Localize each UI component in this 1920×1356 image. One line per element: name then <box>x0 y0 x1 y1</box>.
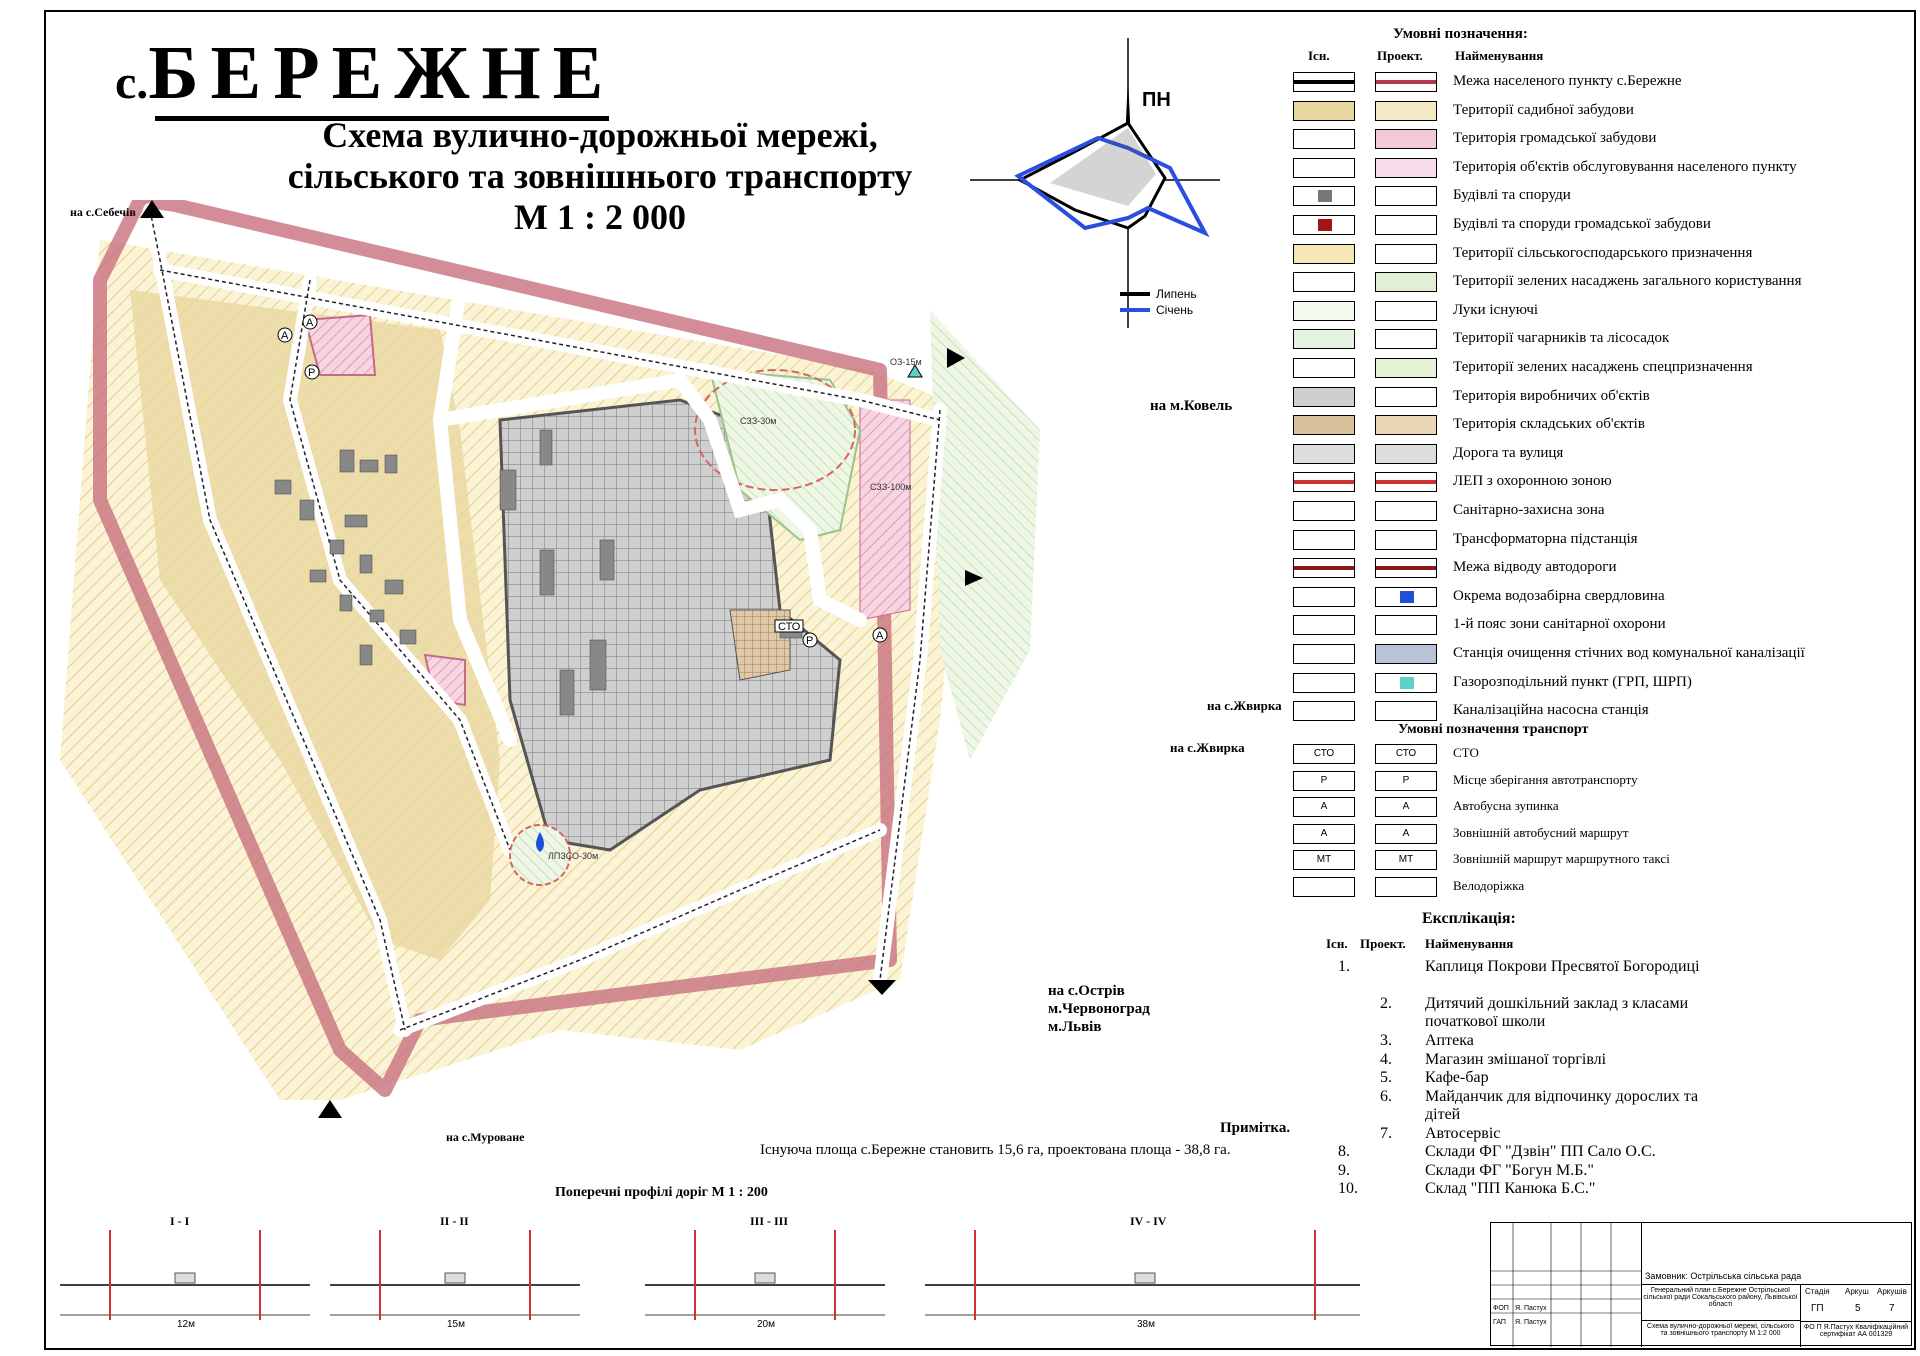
legend-swatch-project <box>1375 501 1437 521</box>
legend-item-label: Територія громадської забудови <box>1453 130 1657 147</box>
legend-swatch-project <box>1375 358 1437 378</box>
transport-legend-swatch <box>1293 824 1355 844</box>
legend-item-label: Межа відводу автодороги <box>1453 559 1617 576</box>
legend-item <box>1293 156 1893 180</box>
legend-swatch-project <box>1375 415 1437 435</box>
legend-item-label: Території зелених насаджень спецпризначення <box>1453 359 1753 375</box>
legend-swatch-existing <box>1293 644 1355 664</box>
legend-header-project: Проект. <box>1377 48 1423 63</box>
legend-swatch-project <box>1375 129 1437 149</box>
legend-item-label: Трансформаторна підстанція <box>1453 530 1638 547</box>
explication-number: 4. <box>1380 1050 1392 1068</box>
transport-legend-item <box>1293 875 1893 899</box>
stamp-name-2: Я. Пастух <box>1515 1319 1547 1326</box>
transport-symbol: МТ <box>1316 854 1332 865</box>
explication-name: Кафе-бар <box>1425 1069 1489 1086</box>
legend-swatch-existing <box>1293 272 1355 292</box>
legend-item-label: Луки існуючі <box>1453 301 1539 318</box>
wind-rose-july: Липень <box>1156 287 1197 301</box>
legend-swatch-existing <box>1293 215 1355 235</box>
profile-title: IV - IV <box>1130 1215 1167 1228</box>
transport-legend-item <box>1293 822 1893 846</box>
legend-item <box>1293 327 1893 351</box>
explication-number: 2. <box>1380 995 1392 1012</box>
road-profiles <box>60 1215 1360 1335</box>
legend-swatch-project <box>1375 329 1437 349</box>
legend-item <box>1293 270 1893 294</box>
legend-swatch-existing <box>1293 558 1355 578</box>
scheme-title-scale: М 1 : 2 000 <box>514 197 686 237</box>
transport-symbol: A <box>1402 801 1410 812</box>
legend-swatch-project <box>1375 301 1437 321</box>
legend-item-label: Територія складських об'єктів <box>1453 416 1645 433</box>
legend-item <box>1293 184 1893 208</box>
legend-swatch-existing <box>1293 472 1355 492</box>
explication-name: Аптека <box>1425 1032 1474 1049</box>
transport-legend-item <box>1293 795 1893 819</box>
legend-item-label: Територія виробничих об'єктів <box>1453 387 1650 404</box>
stamp-sheet-info <box>1801 1285 1911 1321</box>
legend-item <box>1293 242 1893 266</box>
to-ostriv-line-2: м.Червоноград <box>1048 1001 1150 1017</box>
explication-number: 5. <box>1380 1069 1392 1086</box>
legend-swatch-project <box>1375 215 1437 235</box>
explication-name: Склади ФГ "Дзвін" ПП Сало О.С. <box>1425 1143 1656 1160</box>
legend-swatch-existing <box>1293 244 1355 264</box>
legend-item <box>1293 385 1893 409</box>
transport-legend-swatch <box>1375 771 1437 791</box>
legend-swatch-project <box>1375 701 1437 721</box>
legend-item-label: Території сільськогосподарського призначення <box>1453 244 1753 261</box>
note-text: Існуюча площа с.Бережне становить 15,6 га, проектована площа - 38,8 га. <box>760 1142 1231 1158</box>
transport-symbol: A <box>1402 827 1410 839</box>
legend-item-label: Території чагарників та лісосадок <box>1453 330 1670 347</box>
profile-total-width: 20м <box>757 1319 775 1330</box>
explication-number: 6. <box>1380 1087 1392 1105</box>
legend-swatch-existing <box>1293 615 1355 635</box>
legend-swatch-project <box>1375 158 1437 178</box>
legend-swatch-existing <box>1293 387 1355 407</box>
legend-item <box>1293 613 1893 637</box>
transport-legend-label: Велодоріжка <box>1453 877 1525 893</box>
explication-name: Склад "ПП Канюка Б.С." <box>1425 1180 1596 1197</box>
bus-stop-icon: A <box>876 630 884 642</box>
legend-swatch-project <box>1375 186 1437 206</box>
stamp-sheet-name: Схема вулично-дорожньої мережі, сільського та зовнішнього транспорту М 1:2 000 <box>1641 1321 1801 1347</box>
legend-swatch-project <box>1375 673 1437 693</box>
expl-header-name: Найменування <box>1425 936 1514 951</box>
parking-icon: P <box>806 635 814 647</box>
explication-number: 9. <box>1338 1161 1350 1179</box>
legend-swatch-project <box>1375 530 1437 550</box>
legend-swatch-existing <box>1293 415 1355 435</box>
bus-stop-icon: A <box>306 317 314 329</box>
legend-swatch-existing <box>1293 701 1355 721</box>
legend-swatch-project <box>1375 444 1437 464</box>
explication-name: Склади ФГ "Богун М.Б." <box>1425 1161 1594 1179</box>
transport-symbol: A <box>1320 827 1328 839</box>
transport-legend-label: Зовнішній автобусний маршрут <box>1453 824 1629 840</box>
szz-100-label: СЗЗ-100м <box>870 482 912 492</box>
explication-number: 8. <box>1338 1143 1350 1160</box>
legend-item <box>1293 585 1893 609</box>
legend-item <box>1293 671 1893 695</box>
legend-header-name: Найменування <box>1455 48 1544 63</box>
profile-title: I - I <box>170 1215 190 1228</box>
legend-swatch-existing <box>1293 129 1355 149</box>
legend-item <box>1293 442 1893 466</box>
legend-swatch-project <box>1375 587 1437 607</box>
explication-name: Автосервіс <box>1425 1124 1501 1142</box>
legend-swatch-existing <box>1293 587 1355 607</box>
transport-symbol: P <box>1402 774 1410 786</box>
village-title-name: БЕРЕЖНЕ <box>148 31 616 115</box>
to-zhvyrka-label-2: на с.Жвирка <box>1170 740 1245 755</box>
stamp-sheets: 7 <box>1889 1303 1895 1314</box>
village-title-prefix: с. <box>115 56 149 109</box>
profile-title: II - II <box>440 1215 469 1228</box>
legend-swatch-existing <box>1293 358 1355 378</box>
legend-item <box>1293 642 1893 666</box>
explication-name: Каплиця Покрови Пресвятої Богородиці <box>1425 958 1700 975</box>
transport-legend-item <box>1293 769 1893 793</box>
transport-legend-swatch <box>1293 877 1355 897</box>
legend-swatch-project <box>1375 472 1437 492</box>
bus-stop-icon: A <box>281 330 289 342</box>
expl-header-existing: Іcн. <box>1326 936 1348 951</box>
profile-total-width: 15м <box>447 1319 465 1330</box>
direction-arrow-icon <box>318 1100 342 1118</box>
legend-item-label: Каналізаційна насосна станція <box>1453 702 1649 719</box>
legend-swatch-existing <box>1293 301 1355 321</box>
explication-number: 3. <box>1380 1032 1392 1049</box>
legend-swatch-existing <box>1293 329 1355 349</box>
legend-title: Умовні позначення: <box>1393 26 1528 42</box>
legend-swatch-existing <box>1293 444 1355 464</box>
transport-legend-swatch <box>1293 744 1355 764</box>
transport-legend-swatch <box>1293 771 1355 791</box>
legend-swatch-project <box>1375 244 1437 264</box>
transport-legend-swatch <box>1375 797 1437 817</box>
legend-item <box>1293 299 1893 323</box>
profile-title: III - III <box>750 1215 789 1228</box>
legend-item <box>1293 99 1893 123</box>
to-kovel-label: на м.Ковель <box>1150 398 1233 414</box>
scheme-title-line-2: сільського та зовнішнього транспорту <box>287 156 913 196</box>
stamp-stage: ГП <box>1811 1303 1824 1314</box>
stamp-grid <box>1491 1223 1641 1347</box>
legend-swatch-existing <box>1293 673 1355 693</box>
transport-legend-label: Автобусна зупинка <box>1453 798 1559 813</box>
to-ostriv-line-1: на с.Острів <box>1048 983 1125 999</box>
lpzso-label: ЛПЗСО-30м <box>548 851 599 861</box>
legend-item-label: Будівлі та споруди <box>1453 187 1571 204</box>
transport-legend-title: Умовні позначення транспорт <box>1398 722 1589 737</box>
legend-item-label: Станція очищення стічних вод комунальної каналізації <box>1453 645 1805 661</box>
legend-item-label: Окрема водозабірна свердловина <box>1453 587 1665 604</box>
north-label: ПН <box>1142 89 1171 111</box>
expl-header-project: Проект. <box>1360 936 1406 951</box>
transport-legend-item <box>1293 848 1893 872</box>
legend-swatch-project <box>1375 644 1437 664</box>
transport-legend-swatch <box>1293 797 1355 817</box>
legend-item <box>1293 699 1893 723</box>
explication-number: 10. <box>1338 1180 1358 1197</box>
stamp-sheet-header: Аркуш <box>1845 1287 1869 1296</box>
stamp-sheets-header: Аркушів <box>1877 1287 1907 1296</box>
legend-item-label: Території зелених насаджень загального користування <box>1453 273 1802 290</box>
transport-symbol: МТ <box>1398 854 1414 865</box>
to-zhvyrka-label-1: на с.Жвирка <box>1207 698 1282 713</box>
legend-item <box>1293 356 1893 380</box>
transport-legend-label: Зовнішній маршрут маршрутного таксі <box>1453 851 1670 866</box>
legend-swatch-existing <box>1293 158 1355 178</box>
legend-item <box>1293 470 1893 494</box>
stamp-role-1: ФОП <box>1493 1305 1509 1312</box>
stamp-stage-header: Стадія <box>1805 1287 1830 1296</box>
legend-swatch-existing <box>1293 501 1355 521</box>
sto-label: СТО <box>778 621 801 633</box>
explication-number: 7. <box>1380 1124 1392 1142</box>
profiles-title: Поперечні профілі доріг М 1 : 200 <box>555 1185 768 1200</box>
title-block <box>1490 1222 1912 1346</box>
transport-symbol: СТО <box>1313 748 1335 759</box>
stamp-sheet: 5 <box>1855 1303 1861 1314</box>
explication-name: Магазин змішаної торгівлі <box>1425 1050 1607 1068</box>
legend-item <box>1293 127 1893 151</box>
profile-total-width: 12м <box>177 1319 195 1330</box>
szz-30-label: СЗЗ-30м <box>740 416 777 426</box>
explication-name: Дитячий дошкільний заклад з класами початкової школи <box>1425 995 1689 1030</box>
legend-swatch-project <box>1375 615 1437 635</box>
transport-legend-item <box>1293 742 1893 766</box>
legend-item <box>1293 70 1893 94</box>
legend-item-label: Межа населеного пункту с.Бережне <box>1453 73 1682 89</box>
legend-swatch-project <box>1375 272 1437 292</box>
legend-item <box>1293 213 1893 237</box>
legend-item-label: Дорога та вулиця <box>1453 444 1564 461</box>
explication-name: Майданчик для відпочинку дорослих та дітей <box>1425 1087 1699 1123</box>
transport-legend-swatch <box>1375 877 1437 897</box>
stamp-org: ФО П Я.Пастух Кваліфікаційний сертифікат АА 001329 <box>1801 1321 1911 1347</box>
to-ostriv-line-3: м.Львів <box>1048 1019 1102 1035</box>
to-sebechiv-label: на с.Себечів <box>70 205 136 219</box>
to-murovane-label: на с.Муроване <box>446 1130 525 1144</box>
transport-legend-swatch <box>1293 850 1355 870</box>
to-ostriv-label <box>1048 982 1150 1036</box>
transport-symbol: A <box>1320 801 1328 812</box>
legend-swatch-project <box>1375 387 1437 407</box>
legend-item <box>1293 499 1893 523</box>
legend-swatch-project <box>1375 101 1437 121</box>
transport-legend-swatch <box>1375 744 1437 764</box>
transport-symbol: СТО <box>1395 748 1417 759</box>
transport-symbol: P <box>1320 774 1328 786</box>
wind-rose-january: Січень <box>1156 303 1194 317</box>
legend-swatch-existing <box>1293 530 1355 550</box>
transport-legend-label: Місце зберігання автотранспорту <box>1453 771 1638 787</box>
legend-swatch-project <box>1375 558 1437 578</box>
stamp-role-2: ГАП <box>1493 1319 1506 1326</box>
stamp-name-1: Я. Пастух <box>1515 1305 1547 1312</box>
legend-item-label: Будівлі та споруди громадської забудови <box>1453 216 1711 232</box>
legend-item-label: Територія об'єктів обслуговування населеного пункту <box>1453 158 1797 175</box>
explication-title: Експлікація: <box>1422 910 1516 927</box>
legend-swatch-existing <box>1293 186 1355 206</box>
transport-legend-label: СТО <box>1453 745 1479 760</box>
note-title: Примітка. <box>1220 1120 1291 1136</box>
village-title <box>115 30 615 117</box>
legend-item <box>1293 528 1893 552</box>
legend-item <box>1293 413 1893 437</box>
profile-total-width: 38м <box>1137 1319 1155 1330</box>
explication-number: 1. <box>1338 958 1350 975</box>
stamp-customer: Замовник: Острільська сільська рада <box>1641 1267 1911 1285</box>
legend-swatch-existing <box>1293 72 1355 92</box>
oz-15-label: ОЗ-15м <box>890 357 922 367</box>
legend-item-label: Санітарно-захисна зона <box>1453 502 1605 518</box>
legend-swatch-project <box>1375 72 1437 92</box>
legend-item-label: Території садибної забудови <box>1453 101 1634 118</box>
legend-item-label: 1-й пояс зони санітарної охорони <box>1453 616 1666 633</box>
legend-item-label: Газорозподільний пункт (ГРП, ШРП) <box>1453 673 1692 690</box>
transport-legend-swatch <box>1375 850 1437 870</box>
legend-item-label: ЛЕП з охоронною зоною <box>1453 473 1612 490</box>
legend-swatch-existing <box>1293 101 1355 121</box>
scheme-title-line-1: Схема вулично-дорожньої мережі, <box>322 115 878 155</box>
transport-legend-swatch <box>1375 824 1437 844</box>
legend-header-existing: Іcн. <box>1308 48 1330 63</box>
parking-icon: P <box>308 367 316 379</box>
legend-item <box>1293 556 1893 580</box>
stamp-doc: Генеральний план с.Бережне Острільської сільської ради Сокальського району, Львівської області <box>1641 1285 1801 1321</box>
